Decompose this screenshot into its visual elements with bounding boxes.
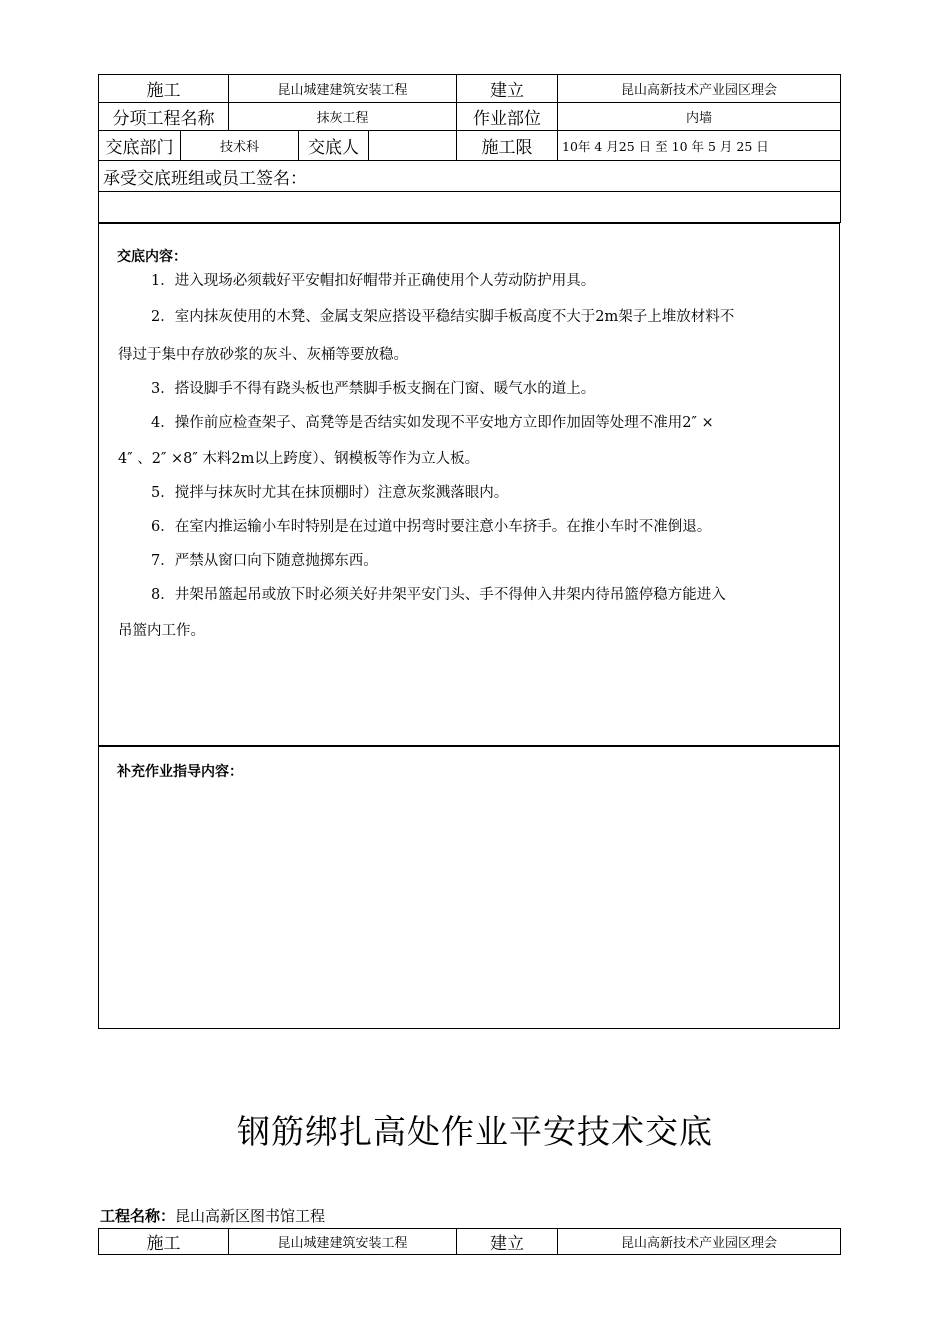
disclosure-person-value: [369, 131, 457, 161]
content-item-4-cont: 4″ 、2″ ×8″ 木料2m以上跨度）、钢模板等作为立人板。: [118, 451, 480, 467]
second-doc-title: 钢筋绑扎高处作业平安技术交底: [237, 1112, 713, 1151]
label-builder: 建立: [457, 75, 558, 103]
content-item-1: 1．进入现场必须载好平安帽扣好帽带并正确使用个人劳动防护用具。: [151, 273, 596, 289]
label-department: 交底部门: [99, 131, 181, 161]
signature-label: 承受交底班组或员工签名：: [99, 161, 841, 192]
signature-area: [99, 192, 841, 223]
second-construction-unit: 昆山城建建筑安装工程: [229, 1229, 457, 1255]
content-list: [118, 264, 826, 648]
content-item-4: 4．操作前应检查架子、高凳等是否结实如发现不平安地方立即作加固等处理不准用2″ ×: [151, 415, 714, 431]
supplement-heading: 补充作业指导内容：: [117, 764, 243, 780]
work-location-value: 内墙: [558, 103, 841, 131]
second-label-construction: 施工: [99, 1229, 229, 1255]
content-item-5: 5．搅拌与抹灰时尤其在抹顶棚时）注意灰浆溅落眼内。: [151, 485, 509, 501]
label-disclosure-person: 交底人: [299, 131, 369, 161]
content-item-3: 3．搭设脚手不得有跷头板也严禁脚手板支搁在门窗、暖气水的道上。: [151, 381, 596, 397]
header-table: [98, 74, 841, 223]
second-builder-unit: 昆山高新技术产业园区理会: [558, 1229, 841, 1255]
item-name-value: 抹灰工程: [229, 103, 457, 131]
content-item-8: 8．井架吊篮起吊或放下时必须关好井架平安门头、手不得伸入井架内待吊篮停稳方能进入: [151, 587, 726, 603]
second-header-table: [98, 1228, 841, 1255]
project-name-label: 工程名称：: [100, 1207, 176, 1225]
project-name-value: 昆山高新区图书馆工程: [175, 1207, 326, 1225]
content-item-8-cont: 吊篮内工作。: [118, 623, 205, 639]
builder-unit: 昆山高新技术产业园区理会: [558, 75, 841, 103]
label-construction-period: 施工限: [457, 131, 558, 161]
label-work-location: 作业部位: [457, 103, 558, 131]
label-item-name: 分项工程名称: [99, 103, 229, 131]
content-heading: 交底内容：: [117, 249, 187, 265]
disclosure-content-box: [98, 223, 840, 747]
department-value: 技术科: [181, 131, 299, 161]
project-name: [100, 1205, 325, 1226]
construction-unit: 昆山城建建筑安装工程: [229, 75, 457, 103]
content-item-2-cont: 得过于集中存放砂浆的灰斗、灰桶等要放稳。: [118, 347, 408, 363]
content-item-2: 2．室内抹灰使用的木凳、金属支架应搭设平稳结实脚手板高度不大于2m架子上堆放材料不: [151, 309, 735, 325]
content-item-7: 7．严禁从窗口向下随意抛掷东西。: [151, 553, 378, 569]
second-label-builder: 建立: [457, 1229, 558, 1255]
content-item-6: 6．在室内推运输小车时特别是在过道中拐弯时要注意小车挤手。在推小车时不准倒退。: [151, 519, 712, 535]
supplement-box: [98, 745, 840, 1029]
construction-period-value: 10年 4 月25 日 至 10 年 5 月 25 日: [558, 131, 841, 161]
label-construction: 施工: [99, 75, 229, 103]
